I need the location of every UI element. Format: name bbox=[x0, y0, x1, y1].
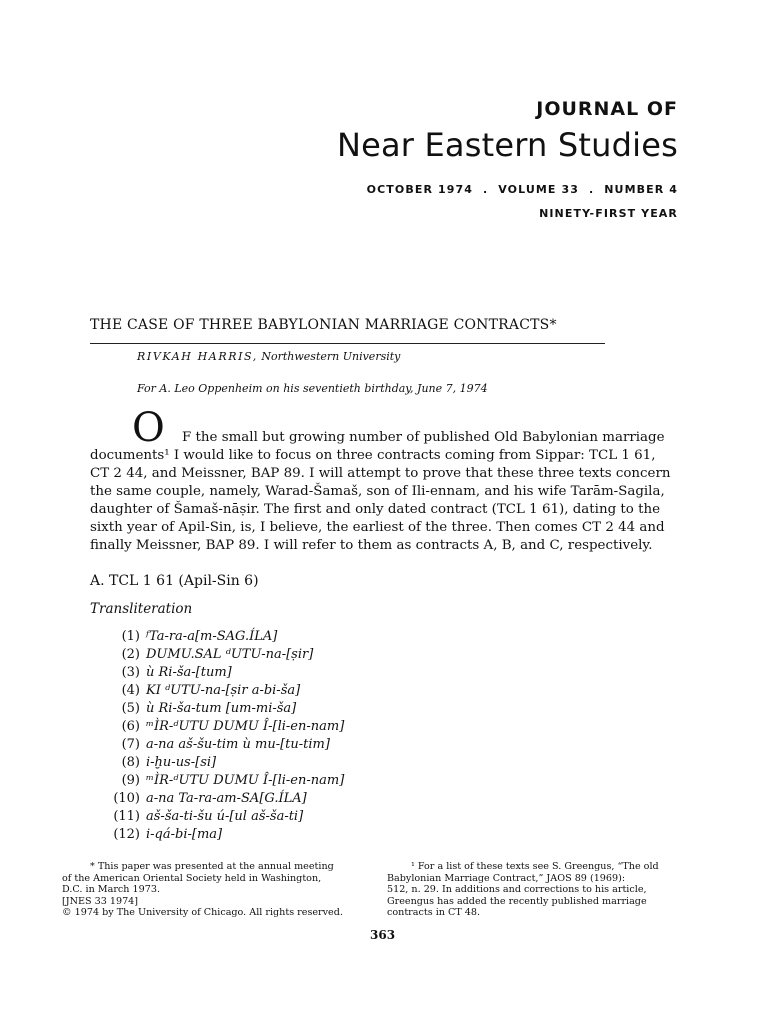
body-line: daughter of Šamaš-nāṣir. The first and only dated contract (TCL 1 61), dating to the bbox=[90, 502, 661, 517]
transliteration-line bbox=[100, 719, 344, 735]
transliteration-line bbox=[100, 629, 277, 645]
drop-cap: O bbox=[132, 405, 165, 451]
transliteration-line bbox=[100, 773, 344, 789]
body-line: the same couple, namely, Warad-Šamaš, son of Ili-ennam, and his wife Tarām-Sagila, bbox=[90, 484, 665, 499]
transliteration-line bbox=[100, 809, 303, 825]
dedication: For A. Leo Oppenheim on his seventieth birthday, June 7, 1974 bbox=[137, 382, 488, 395]
line-text: ᵐÌR-ᵈUTU DUMU Î-[li-en-nam] bbox=[146, 773, 345, 788]
body-line: CT 2 44, and Meissner, BAP 89. I will attempt to prove that these three texts concern bbox=[90, 466, 671, 481]
article-title: THE CASE OF THREE BABYLONIAN MARRIAGE CONTRACTS* bbox=[90, 317, 557, 333]
issue-year: NINETY-FIRST YEAR bbox=[539, 207, 678, 220]
issue-separator: . bbox=[588, 183, 595, 196]
issue-volume: VOLUME 33 bbox=[498, 183, 579, 196]
footnote-line: Babylonian Marriage Contract,” JAOS 89 (1969): bbox=[387, 872, 626, 884]
issue-line bbox=[367, 183, 678, 196]
footnote-line: © 1974 by The University of Chicago. All rights reserved. bbox=[62, 907, 343, 919]
transliteration-line bbox=[100, 701, 296, 717]
author-byline bbox=[137, 350, 400, 363]
transliteration-line bbox=[100, 737, 330, 753]
body-line: sixth year of Apil-Sin, is, I believe, the earliest of the three. Then comes CT 2 44 and bbox=[90, 520, 665, 535]
footnote-right bbox=[387, 861, 659, 919]
footnote-line: * This paper was presented at the annual meeting bbox=[90, 861, 334, 872]
line-text: a-na Ta-ra-am-SA[G.ÍLA] bbox=[146, 791, 307, 806]
journal-title: Near Eastern Studies bbox=[336, 126, 678, 164]
line-text: DUMU.SAL ᵈUTU-na-[ṣir] bbox=[146, 647, 314, 662]
footnote-left bbox=[62, 861, 343, 919]
line-text: ù Ri-ša-[tum] bbox=[146, 665, 232, 680]
line-number: (10) bbox=[113, 791, 140, 806]
footnote-line: contracts in CT 48. bbox=[387, 907, 481, 919]
issue-month: OCTOBER 1974 bbox=[366, 183, 473, 196]
line-number: (11) bbox=[113, 809, 140, 824]
footnote-line: 512, n. 29. In additions and corrections to his article, bbox=[387, 884, 647, 896]
footnote-line: of the American Oriental Society held in Washington, bbox=[62, 872, 322, 884]
line-text: ᶠTa-ra-a[m-SAG.ÍLA] bbox=[146, 629, 278, 644]
footnote-line: [JNES 33 1974] bbox=[62, 895, 139, 907]
line-text: ù Ri-ša-tum [um-mi-ša] bbox=[146, 701, 297, 716]
author-affiliation: Northwestern University bbox=[257, 350, 401, 363]
transliteration-line bbox=[100, 755, 216, 771]
line-number: (7) bbox=[121, 737, 140, 752]
line-text: i-ḫu-us-[si] bbox=[146, 755, 217, 770]
footnote-line: D.C. in March 1973. bbox=[62, 884, 160, 896]
subsection-heading: Transliteration bbox=[90, 601, 193, 617]
issue-separator: . bbox=[482, 183, 489, 196]
body-line: finally Meissner, BAP 89. I will refer to them as contracts A, B, and C, respectively. bbox=[90, 538, 653, 553]
page-number: 363 bbox=[370, 928, 396, 942]
line-number: (9) bbox=[121, 773, 140, 788]
body-line: F the small but growing number of published Old Babylonian marriage bbox=[182, 430, 665, 445]
transliteration-line bbox=[100, 647, 313, 663]
journal-of-label: JOURNAL OF bbox=[536, 98, 678, 120]
author-name: RIVKAH HARRIS, bbox=[137, 350, 258, 363]
line-number: (8) bbox=[121, 755, 140, 770]
footnote-line: ¹ For a list of these texts see S. Greengus, “The old bbox=[411, 861, 659, 872]
line-number: (3) bbox=[121, 665, 140, 680]
transliteration-line bbox=[100, 827, 222, 843]
title-rule bbox=[90, 343, 605, 344]
line-text: aš-ša-ti-šu ú-[ul aš-ša-ti] bbox=[146, 809, 304, 824]
line-number: (1) bbox=[121, 629, 140, 644]
line-number: (12) bbox=[113, 827, 140, 842]
transliteration-line bbox=[100, 665, 232, 681]
transliteration-line bbox=[100, 791, 307, 807]
line-number: (4) bbox=[121, 683, 140, 698]
footnote-line: Greengus has added the recently published marriage bbox=[387, 895, 647, 907]
issue-number: NUMBER 4 bbox=[604, 183, 678, 196]
transliteration-line bbox=[100, 683, 300, 699]
line-text: KI ᵈUTU-na-[ṣir a-bi-ša] bbox=[146, 683, 301, 698]
line-number: (5) bbox=[121, 701, 140, 716]
line-number: (2) bbox=[121, 647, 140, 662]
line-text: a-na aš-šu-tim ù mu-[tu-tim] bbox=[146, 737, 330, 752]
body-line: documents¹ I would like to focus on three contracts coming from Sippar: TCL 1 61, bbox=[90, 448, 656, 463]
line-number: (6) bbox=[121, 719, 140, 734]
section-heading: A. TCL 1 61 (Apil-Sin 6) bbox=[90, 573, 259, 589]
line-text: ᵐÌR-ᵈUTU DUMU Î-[li-en-nam] bbox=[146, 719, 345, 734]
line-text: i-qá-bi-[ma] bbox=[146, 827, 223, 842]
